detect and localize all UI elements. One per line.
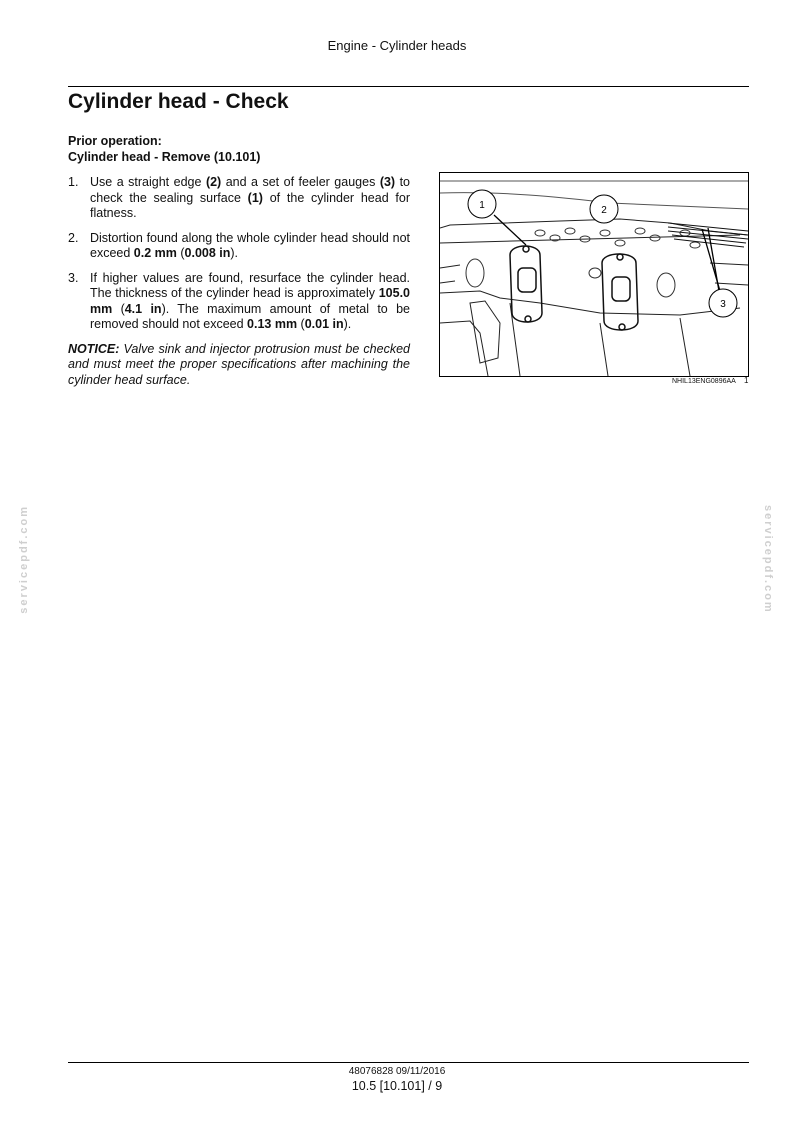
- footer-rule: [68, 1062, 749, 1063]
- step-text-run: (: [176, 246, 185, 260]
- step-value-bold: 0.008 in: [184, 246, 231, 260]
- step-value-bold: 105.0 mm: [90, 286, 410, 316]
- step-text-run: and a set of feeler gauges: [221, 175, 380, 189]
- prior-operation: [68, 133, 260, 165]
- step-text-run: (: [297, 317, 305, 331]
- footer-document-code: 48076828 09/11/2016: [348, 1066, 446, 1077]
- step-value-bold: 4.1 in: [124, 301, 162, 316]
- step-text-run: to check the sealing surface: [90, 175, 411, 205]
- step-text-run: ).: [343, 317, 352, 331]
- step-value-bold: (2): [205, 175, 222, 189]
- figure-number: 1: [744, 376, 749, 385]
- callout-1: 1: [479, 200, 485, 211]
- step-value-bold: 0.01 in: [304, 317, 344, 331]
- step-value-bold: (1): [247, 190, 263, 205]
- figure-cylinder-head: [439, 172, 749, 377]
- step-text: [90, 231, 410, 262]
- page-title: Cylinder head - Check: [68, 90, 289, 113]
- step-value-bold: (3): [379, 175, 396, 189]
- figure-code: NHIL13ENG0896AA: [672, 378, 736, 385]
- step-number: 2.: [68, 230, 79, 245]
- step-number: 3.: [68, 270, 79, 285]
- callout-2: 2: [601, 205, 607, 216]
- step-text: [90, 175, 410, 222]
- step-item: [68, 231, 410, 262]
- prior-operation-label: Prior operation:: [68, 134, 162, 148]
- footer-page-number: 10.5 [10.101] / 9: [351, 1079, 443, 1093]
- watermark-left: servicepdf.com: [18, 505, 30, 614]
- prior-operation-link[interactable]: Cylinder head - Remove (10.101): [68, 150, 261, 164]
- step-text: [90, 271, 410, 333]
- step-text-run: ). The maximum amount of metal to be removed should not exceed: [90, 301, 410, 331]
- notice-label: NOTICE:: [68, 341, 120, 356]
- step-number: 1.: [68, 175, 79, 189]
- notice: [68, 342, 410, 389]
- step-value-bold: 0.2 mm: [133, 246, 177, 260]
- step-value-bold: 0.13 mm: [247, 317, 298, 331]
- watermark-right: servicepdf.com: [762, 505, 774, 614]
- step-list: [68, 175, 410, 333]
- step-item: [68, 271, 410, 333]
- step-item: [68, 175, 410, 222]
- step-text-run: Distortion found along the whole cylinder head should not exceed: [90, 230, 410, 260]
- step-text-run: If higher values are found, resurface the cylinder head. The thickness of the cylinder head is approximately: [90, 270, 410, 300]
- step-text-run: ).: [230, 246, 239, 260]
- running-header: Engine - Cylinder heads: [327, 38, 467, 53]
- cylinder-head-illustration: [440, 173, 748, 376]
- callout-3: 3: [720, 299, 726, 310]
- header-rule: [68, 86, 749, 87]
- step-text-run: (: [112, 301, 125, 316]
- notice-text: Valve sink and injector protrusion must be checked and must meet the proper specifications after machining the cylinder head surface.: [68, 341, 410, 387]
- step-text-run: of the cylinder head for flatness.: [90, 190, 411, 220]
- step-text-run: Use a straight edge: [90, 175, 206, 189]
- procedure-steps: [68, 175, 410, 388]
